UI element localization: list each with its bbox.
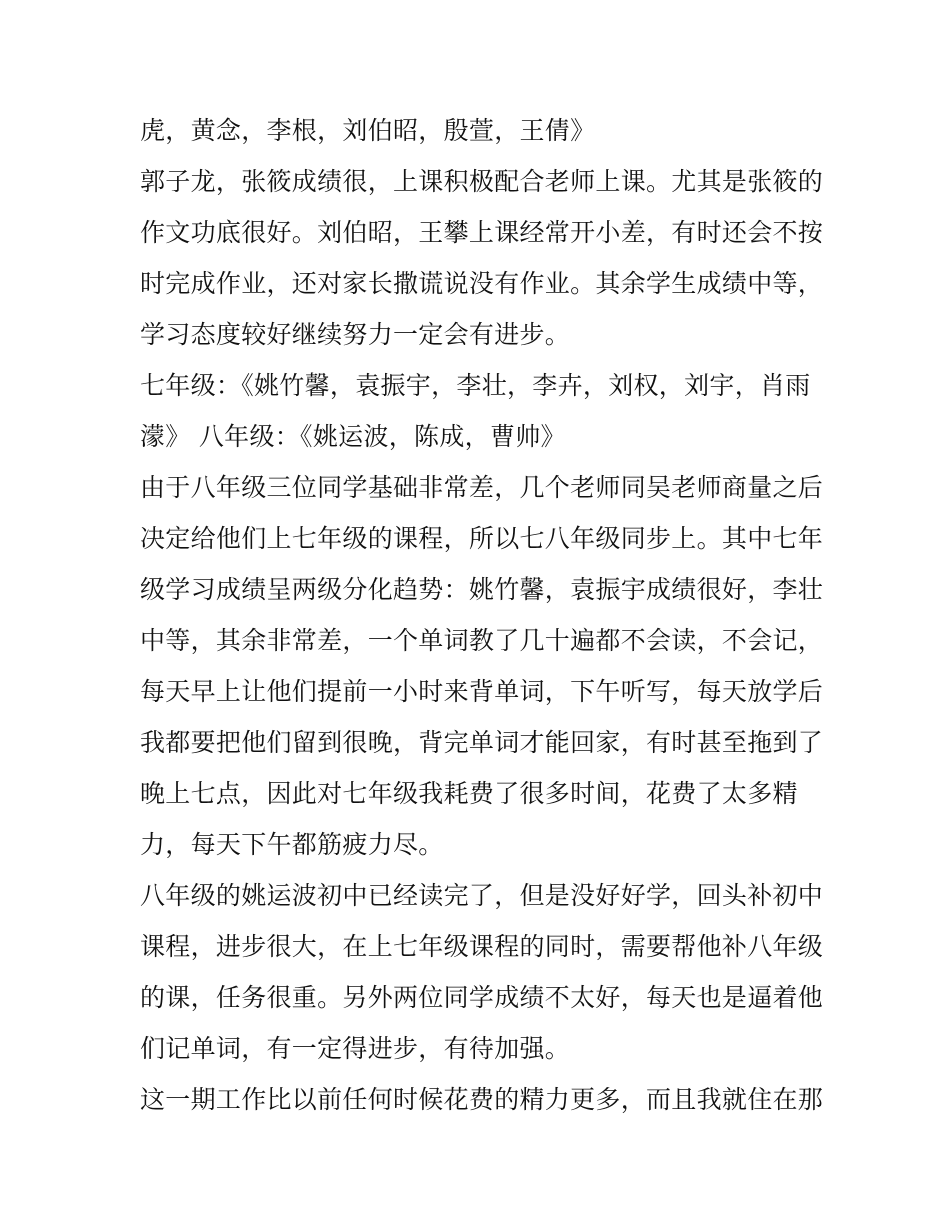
text-line-5: 学习态度较好继续努力一定会有进步。 xyxy=(140,320,571,349)
text-line-18: 的课，任务很重。另外两位同学成绩不太好，每天也是逼着他 xyxy=(140,983,824,1012)
text-line-3: 作文功底很好。刘伯昭，王攀上课经常开小差，有时还会不按 xyxy=(140,218,824,247)
document-body xyxy=(140,105,824,1125)
text-line-11: 中等，其余非常差，一个单词教了几十遍都不会读，不会记， xyxy=(140,626,824,655)
text-line-4: 时完成作业，还对家长撒谎说没有作业。其余学生成绩中等， xyxy=(140,269,824,298)
text-line-2: 郭子龙，张筱成绩很，上课积极配合老师上课。尤其是张筱的 xyxy=(140,167,824,196)
text-line-20: 这一期工作比以前任何时候花费的精力更多，而且我就住在那 xyxy=(140,1085,824,1114)
text-line-16: 八年级的姚运波初中已经读完了，但是没好好学，回头补初中 xyxy=(140,881,824,910)
text-line-8: 由于八年级三位同学基础非常差，几个老师同吴老师商量之后 xyxy=(140,473,824,502)
text-line-6: 七年级：《姚竹馨，袁振宇，李壮，李卉，刘权，刘宇，肖雨 xyxy=(140,371,811,400)
text-line-19: 们记单词，有一定得进步，有待加强。 xyxy=(140,1034,571,1063)
text-line-9: 决定给他们上七年级的课程，所以七八年级同步上。其中七年 xyxy=(140,524,824,553)
text-line-15: 力，每天下午都筋疲力尽。 xyxy=(140,830,444,859)
text-line-10: 级学习成绩呈两级分化趋势：姚竹馨，袁振宇成绩很好，李壮 xyxy=(140,575,824,604)
text-line-7: 濛》 八年级：《姚运波，陈成，曹帅》 xyxy=(140,422,566,451)
text-line-12: 每天早上让他们提前一小时来背单词，下午听写，每天放学后 xyxy=(140,677,824,706)
text-line-1: 虎，黄念，李根，刘伯昭，殷萱，王倩》 xyxy=(140,116,596,145)
text-line-13: 我都要把他们留到很晚，背完单词才能回家，有时甚至拖到了 xyxy=(140,728,824,757)
text-line-14: 晚上七点，因此对七年级我耗费了很多时间，花费了太多精 xyxy=(140,779,798,808)
text-line-17: 课程，进步很大，在上七年级课程的同时，需要帮他补八年级 xyxy=(140,932,824,961)
